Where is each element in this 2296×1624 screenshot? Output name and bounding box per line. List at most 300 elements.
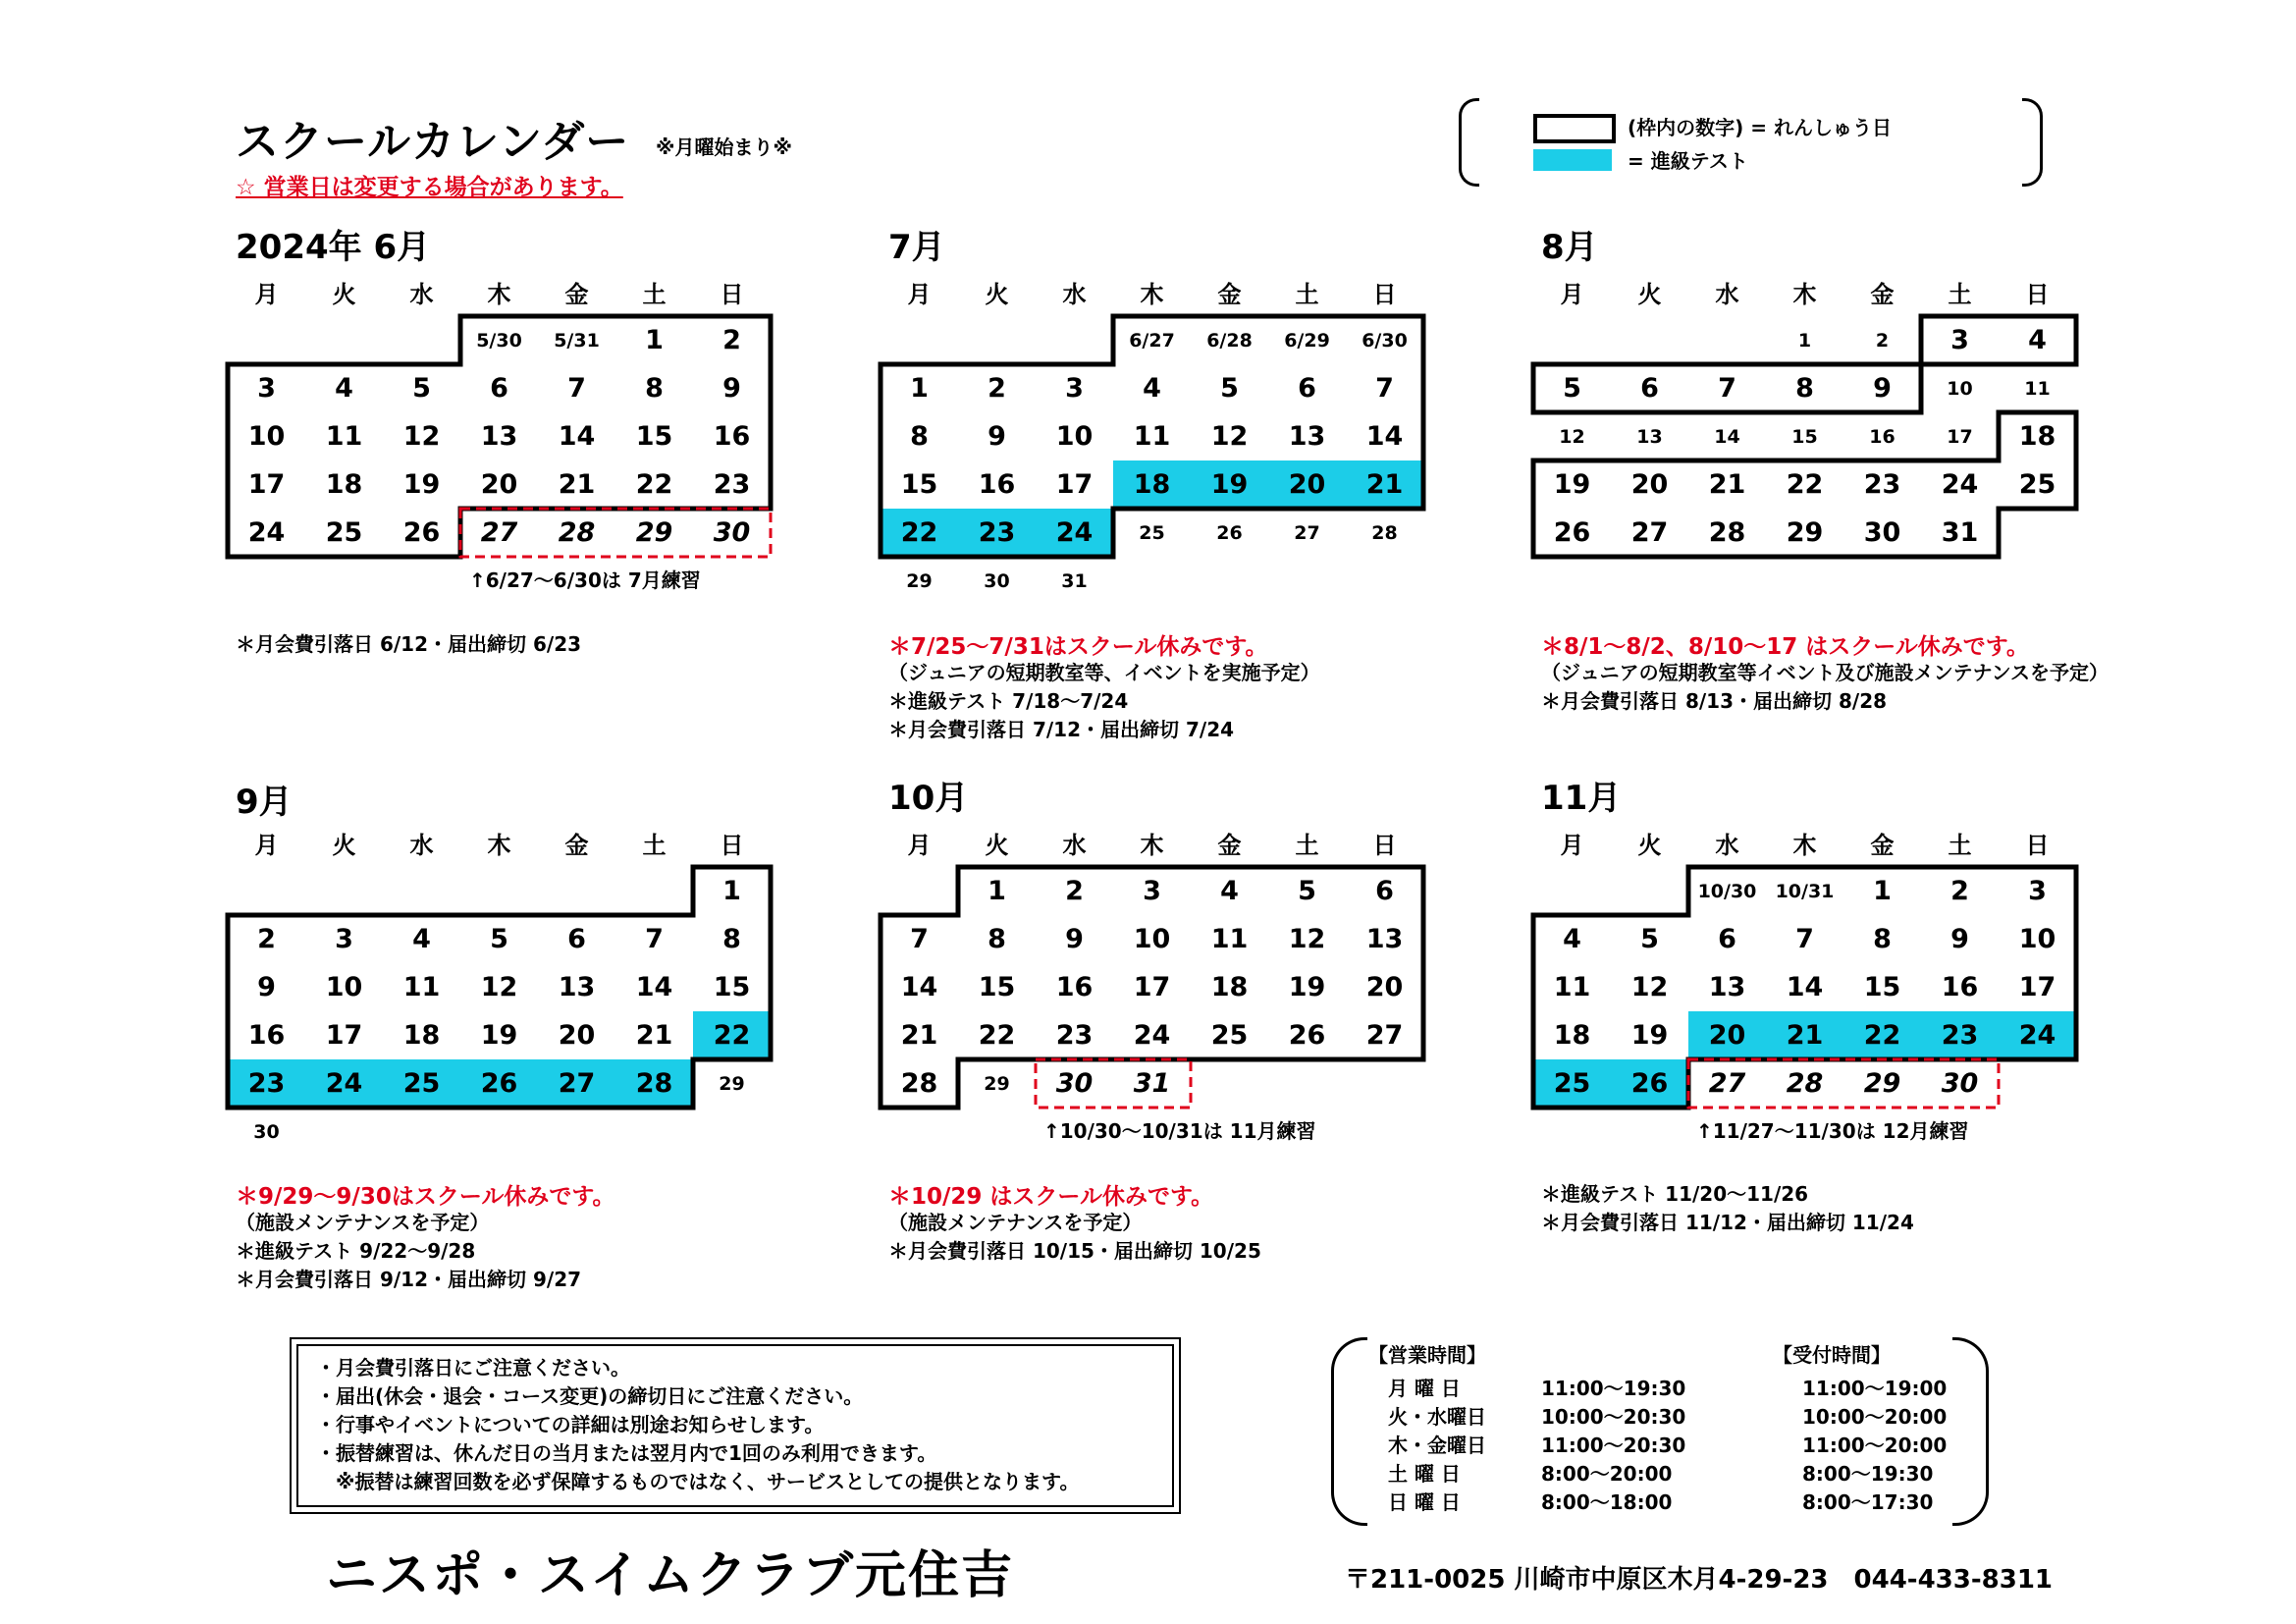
day-cell: 22 (1843, 1011, 1921, 1059)
day-cell: 19 (402, 469, 441, 500)
day-cell: 18 (325, 469, 363, 500)
day-cell: 5 (1298, 876, 1316, 906)
day-cell: 24 (1999, 1011, 2076, 1059)
legend-bracket-left (1459, 98, 1479, 187)
day-cell: 20 (1365, 972, 1404, 1002)
day-cell: 4 (1220, 876, 1239, 906)
day-cell: 23 (1921, 1011, 1999, 1059)
month-title: 9月 (236, 783, 293, 822)
hours-day: 月 曜 日 (1388, 1377, 1461, 1400)
day-cell: 1 (645, 325, 664, 355)
day-cell: 8 (910, 421, 929, 452)
day-cell: 21 (1346, 460, 1423, 509)
weekday-label: 火 (985, 832, 1009, 859)
day-cell: 18 (1210, 972, 1249, 1002)
day-cell: 13 (1365, 924, 1404, 954)
weekday-label: 月 (254, 832, 279, 859)
reception-hours: 8:00〜17:30 (1802, 1490, 1934, 1514)
day-cell: 21 (635, 1020, 673, 1051)
day-cell: 18 (402, 1020, 441, 1051)
day-cell: 3 (1950, 325, 1969, 355)
day-cell: 25 (325, 517, 363, 548)
day-cell: 25 (2018, 469, 2056, 500)
weekday-label: 月 (907, 832, 932, 859)
day-cell: 13 (558, 972, 596, 1002)
weekday-label: 金 (564, 832, 589, 859)
day-cell: 15 (635, 421, 673, 452)
business-hours-header: 【営業時間】 (1368, 1343, 1486, 1367)
day-cell: 17 (1133, 972, 1171, 1002)
day-cell: 2 (988, 373, 1006, 404)
day-cell: 12 (402, 421, 441, 452)
day-cell: 26 (1611, 1059, 1688, 1108)
day-cell: 5/31 (554, 329, 600, 352)
day-cell: 2 (257, 924, 276, 954)
weekday-label: 水 (1062, 832, 1087, 859)
day-cell: 28 (615, 1059, 693, 1108)
day-cell: 2 (1065, 876, 1084, 906)
day-cell: 14 (635, 972, 673, 1002)
weekday-label: 土 (642, 832, 667, 859)
day-cell: 5 (490, 924, 508, 954)
day-cell: 22 (635, 469, 673, 500)
month-note: （ジュニアの短期教室等イベント及び施設メンテナンスを予定） (1541, 661, 2109, 684)
day-cell: 10/31 (1775, 880, 1835, 902)
business-hours: 11:00〜19:30 (1541, 1377, 1686, 1400)
day-cell: 4 (412, 924, 431, 954)
club-address: 〒211-0025 川崎市中原区木月4-29-23 044-433-8311 (1345, 1565, 2054, 1595)
weekday-label: 金 (1870, 832, 1895, 859)
day-cell: 3 (335, 924, 353, 954)
day-cell: 29 (984, 1072, 1010, 1095)
day-cell: 29 (719, 1072, 745, 1095)
day-cell: 1 (1797, 329, 1812, 352)
day-cell: 22 (881, 509, 958, 557)
day-cell: 6/28 (1206, 329, 1253, 352)
business-hours: 11:00〜20:30 (1541, 1434, 1686, 1457)
day-cell: 2 (722, 325, 741, 355)
reception-hours-header: 【受付時間】 (1773, 1343, 1891, 1367)
day-cell: 27 (1630, 517, 1669, 548)
weekday-label: 水 (409, 281, 434, 308)
info-line: ・月会費引落日にご注意ください。 (316, 1356, 630, 1380)
info-line: ・届出(休会・退会・コース変更)の締切日にご注意ください。 (316, 1384, 864, 1408)
day-cell: 18 (2018, 421, 2056, 452)
info-box (290, 1337, 1181, 1514)
day-cell: 24 (1133, 1020, 1171, 1051)
day-cell: 28 (1371, 521, 1398, 544)
practice-days-frame (228, 316, 771, 557)
day-cell: 6 (1375, 876, 1394, 906)
day-cell: 8 (1795, 373, 1814, 404)
day-cell: 3 (257, 373, 276, 404)
day-cell: 31 (1061, 569, 1088, 592)
day-cell: 1 (988, 876, 1006, 906)
month-note: ＊進級テスト 9/22〜9/28 (236, 1239, 476, 1263)
month-note: ＊月会費引落日 9/12・届出締切 9/27 (236, 1268, 582, 1291)
day-cell: 29 (1863, 1068, 1901, 1099)
day-cell: 10 (247, 421, 286, 452)
weekday-label: 火 (1637, 281, 1662, 308)
day-cell: 6 (1298, 373, 1316, 404)
calendar-title: スクールカレンダー (236, 117, 630, 167)
day-cell: 3 (1065, 373, 1084, 404)
weekday-label: 土 (1948, 832, 1972, 859)
weekday-label: 土 (1295, 832, 1319, 859)
practice-days-frame (1921, 316, 2076, 364)
day-cell: 26 (460, 1059, 538, 1108)
day-cell: 29 (906, 569, 933, 592)
day-cell: 23 (1863, 469, 1901, 500)
day-cell: 19 (480, 1020, 518, 1051)
weekday-label: 土 (1295, 281, 1319, 308)
practice-frame (881, 220, 1423, 605)
day-cell: 9 (722, 373, 741, 404)
day-cell: 12 (1559, 425, 1585, 448)
day-cell: 26 (1216, 521, 1243, 544)
info-box-inner (296, 1344, 1174, 1507)
day-cell: 30 (1863, 517, 1901, 548)
month-note: ＊進級テスト 7/18〜7/24 (888, 689, 1129, 713)
day-cell: 20 (480, 469, 518, 500)
weekday-label: 月 (254, 281, 279, 308)
day-cell: 7 (1795, 924, 1814, 954)
day-cell: 19 (1630, 1020, 1669, 1051)
day-cell: 17 (1055, 469, 1094, 500)
info-line: ・振替練習は、休んだ日の当月または翌月内で1回のみ利用できます。 (316, 1441, 937, 1465)
business-hours: 8:00〜18:00 (1541, 1490, 1673, 1514)
hours-panel (1331, 1337, 1989, 1524)
month-note: ＊月会費引落日 7/12・届出締切 7/24 (888, 718, 1235, 741)
practice-days-frame (1533, 364, 1921, 412)
weekday-label: 月 (1560, 832, 1584, 859)
legend-test-swatch (1533, 149, 1612, 171)
weekday-label: 木 (1792, 832, 1817, 859)
practice-days-frame (881, 867, 1423, 1108)
day-cell: 17 (1947, 425, 1973, 448)
day-cell: 12 (1630, 972, 1669, 1002)
month-note: ＊月会費引落日 10/15・届出締切 10/25 (888, 1239, 1261, 1263)
day-cell: 7 (645, 924, 664, 954)
day-cell: 25 (1533, 1059, 1611, 1108)
day-cell: 7 (1375, 373, 1394, 404)
day-cell: 7 (910, 924, 929, 954)
day-cell: 24 (1941, 469, 1979, 500)
day-cell: 14 (1365, 421, 1404, 452)
weekday-label: 月 (1560, 281, 1584, 308)
day-cell: 6 (1718, 924, 1736, 954)
practice-frame (228, 771, 771, 1156)
practice-days-frame (228, 867, 771, 1108)
day-cell: 23 (958, 509, 1036, 557)
day-cell: 3 (1143, 876, 1161, 906)
day-cell: 20 (1268, 460, 1346, 509)
day-cell: 16 (1869, 425, 1896, 448)
day-cell: 14 (1786, 972, 1824, 1002)
day-cell: 22 (1786, 469, 1824, 500)
day-cell: 26 (1553, 517, 1591, 548)
day-cell: 24 (1036, 509, 1113, 557)
day-cell: 6/29 (1284, 329, 1330, 352)
month-title: 10月 (888, 779, 969, 818)
month-title: 7月 (888, 228, 945, 267)
day-cell: 30 (1941, 1068, 1979, 1099)
day-cell: 12 (1288, 924, 1326, 954)
legend-test-label: = 進級テスト (1628, 149, 1748, 173)
hours-bracket-left (1331, 1337, 1367, 1526)
practice-frame (1533, 771, 2076, 1156)
day-cell: 11 (325, 421, 363, 452)
next-month-practice-frame (1688, 1059, 1999, 1108)
legend-bracket-right (2022, 98, 2043, 187)
hours-day: 日 曜 日 (1388, 1490, 1461, 1514)
day-cell: 22 (693, 1011, 771, 1059)
day-cell: 6 (490, 373, 508, 404)
business-hours: 10:00〜20:30 (1541, 1405, 1686, 1429)
reception-hours: 11:00〜19:00 (1802, 1377, 1948, 1400)
day-cell: 5 (1563, 373, 1581, 404)
day-cell: 8 (1873, 924, 1892, 954)
day-cell: 13 (1636, 425, 1663, 448)
weekday-label: 金 (1870, 281, 1895, 308)
business-days-warning: ☆ 営業日は変更する場合があります。 (236, 175, 623, 200)
day-cell: 13 (480, 421, 518, 452)
weekday-label: 日 (2025, 281, 2050, 308)
day-cell: 26 (402, 517, 441, 548)
day-cell: 15 (900, 469, 938, 500)
day-cell: 2 (1950, 876, 1969, 906)
day-cell: 15 (713, 972, 751, 1002)
info-line: ・行事やイベントについての詳細は別途お知らせします。 (316, 1413, 825, 1436)
hours-day: 木・金曜日 (1388, 1434, 1486, 1457)
weekday-label: 火 (332, 832, 356, 859)
month-note: ＊月会費引落日 8/13・届出締切 8/28 (1541, 689, 1888, 713)
day-cell: 23 (1055, 1020, 1094, 1051)
day-cell: 27 (538, 1059, 615, 1108)
month-title: 8月 (1541, 228, 1598, 267)
day-cell: 23 (228, 1059, 305, 1108)
day-cell: 27 (1365, 1020, 1404, 1051)
day-cell: 26 (1288, 1020, 1326, 1051)
day-cell: 17 (247, 469, 286, 500)
day-cell: 13 (1288, 421, 1326, 452)
next-month-practice-note: ↑6/27〜6/30は 7月練習 (469, 568, 701, 592)
day-cell: 4 (1143, 373, 1161, 404)
practice-days-frame (1533, 412, 2076, 557)
business-hours: 8:00〜20:00 (1541, 1462, 1673, 1486)
day-cell: 27 (1708, 1068, 1746, 1099)
day-cell: 9 (257, 972, 276, 1002)
month-note: （施設メンテナンスを予定） (236, 1211, 490, 1234)
day-cell: 8 (722, 924, 741, 954)
day-cell: 7 (567, 373, 586, 404)
weekday-label: 日 (720, 832, 744, 859)
day-cell: 6 (567, 924, 586, 954)
hours-bracket-right (1952, 1337, 1989, 1526)
day-cell: 20 (1630, 469, 1669, 500)
weekday-label: 火 (985, 281, 1009, 308)
day-cell: 6/27 (1129, 329, 1175, 352)
day-cell: 6 (1640, 373, 1659, 404)
day-cell: 18 (1553, 1020, 1591, 1051)
day-cell: 27 (480, 517, 518, 548)
day-cell: 22 (978, 1020, 1016, 1051)
hours-day: 火・水曜日 (1388, 1405, 1486, 1429)
day-cell: 4 (2028, 325, 2047, 355)
day-cell: 9 (1873, 373, 1892, 404)
day-cell: 31 (1941, 517, 1979, 548)
calendar-title-note: ※月曜始まり※ (656, 135, 792, 159)
weekday-label: 水 (1062, 281, 1087, 308)
day-cell: 11 (1210, 924, 1249, 954)
closure-note: ＊8/1〜8/2、8/10〜17 はスクール休みです。 (1541, 634, 2029, 660)
day-cell: 10/30 (1697, 880, 1757, 902)
day-cell: 19 (1288, 972, 1326, 1002)
day-cell: 24 (305, 1059, 383, 1108)
day-cell: 15 (978, 972, 1016, 1002)
next-month-practice-frame (460, 509, 771, 557)
weekday-label: 日 (720, 281, 744, 308)
day-cell: 12 (1210, 421, 1249, 452)
month-note: （施設メンテナンスを予定） (888, 1211, 1143, 1234)
closure-note: ＊7/25〜7/31はスクール休みです。 (888, 634, 1268, 660)
weekday-label: 金 (1217, 281, 1242, 308)
day-cell: 14 (558, 421, 596, 452)
month-note: （ジュニアの短期教室等、イベントを実施予定） (888, 661, 1320, 684)
legend-practice-label: (枠内の数字) = れんしゅう日 (1628, 116, 1892, 139)
closure-note: ＊10/29 はスクール休みです。 (888, 1184, 1214, 1210)
day-cell: 16 (978, 469, 1016, 500)
weekday-label: 火 (1637, 832, 1662, 859)
legend (1459, 98, 2043, 185)
weekday-label: 木 (1792, 281, 1817, 308)
practice-days-frame (881, 316, 1423, 557)
weekday-label: 月 (907, 281, 932, 308)
day-cell: 19 (1191, 460, 1268, 509)
month-title: 11月 (1541, 779, 1622, 818)
day-cell: 9 (988, 421, 1006, 452)
day-cell: 10 (1947, 377, 1973, 400)
month-title: 2024年 6月 (236, 228, 431, 267)
month-note: ＊月会費引落日 6/12・届出締切 6/23 (236, 632, 582, 656)
day-cell: 18 (1113, 460, 1191, 509)
day-cell: 17 (2018, 972, 2056, 1002)
weekday-label: 水 (1715, 281, 1739, 308)
next-month-practice-note: ↑10/30〜10/31は 11月練習 (1043, 1119, 1316, 1143)
day-cell: 23 (713, 469, 751, 500)
day-cell: 2 (1875, 329, 1890, 352)
day-cell: 11 (402, 972, 441, 1002)
day-cell: 19 (1553, 469, 1591, 500)
day-cell: 11 (1133, 421, 1171, 452)
practice-frame (1533, 220, 2076, 605)
weekday-label: 水 (1715, 832, 1739, 859)
day-cell: 30 (1055, 1068, 1094, 1099)
practice-days-frame (1533, 867, 2076, 1108)
day-cell: 27 (1294, 521, 1320, 544)
day-cell: 9 (1065, 924, 1084, 954)
day-cell: 11 (2024, 377, 2051, 400)
month-note: ＊進級テスト 11/20〜11/26 (1541, 1182, 1809, 1206)
day-cell: 1 (910, 373, 929, 404)
weekday-label: 木 (1140, 832, 1164, 859)
weekday-label: 金 (1217, 832, 1242, 859)
day-cell: 8 (988, 924, 1006, 954)
weekday-label: 火 (332, 281, 356, 308)
day-cell: 1 (722, 876, 741, 906)
next-month-practice-frame (1036, 1059, 1191, 1108)
day-cell: 16 (1055, 972, 1094, 1002)
weekday-label: 土 (1948, 281, 1972, 308)
info-line: ※振替は練習回数を必ず保障するものではなく、サービスとしての提供となります。 (316, 1470, 1080, 1493)
day-cell: 10 (1055, 421, 1094, 452)
weekday-label: 日 (2025, 832, 2050, 859)
day-cell: 15 (1863, 972, 1901, 1002)
weekday-label: 日 (1372, 832, 1397, 859)
weekday-label: 金 (564, 281, 589, 308)
next-month-practice-note: ↑11/27〜11/30は 12月練習 (1696, 1119, 1969, 1143)
day-cell: 5/30 (476, 329, 522, 352)
day-cell: 21 (900, 1020, 938, 1051)
day-cell: 21 (1708, 469, 1746, 500)
day-cell: 5 (412, 373, 431, 404)
day-cell: 6/30 (1362, 329, 1408, 352)
weekday-label: 土 (642, 281, 667, 308)
day-cell: 15 (1791, 425, 1818, 448)
month-note: ＊月会費引落日 11/12・届出締切 11/24 (1541, 1211, 1914, 1234)
day-cell: 4 (335, 373, 353, 404)
weekday-label: 水 (409, 832, 434, 859)
day-cell: 25 (383, 1059, 460, 1108)
weekday-label: 木 (487, 832, 511, 859)
day-cell: 17 (325, 1020, 363, 1051)
day-cell: 14 (1714, 425, 1740, 448)
day-cell: 21 (558, 469, 596, 500)
club-name: ニスポ・スイムクラブ元住吉 (326, 1546, 1014, 1605)
day-cell: 3 (2028, 876, 2047, 906)
day-cell: 30 (713, 517, 751, 548)
day-cell: 20 (558, 1020, 596, 1051)
day-cell: 16 (247, 1020, 286, 1051)
reception-hours: 10:00〜20:00 (1802, 1405, 1948, 1429)
day-cell: 28 (1786, 1068, 1824, 1099)
day-cell: 5 (1640, 924, 1659, 954)
day-cell: 10 (325, 972, 363, 1002)
closure-note: ＊9/29〜9/30はスクール休みです。 (236, 1184, 615, 1210)
day-cell: 4 (1563, 924, 1581, 954)
day-cell: 29 (635, 517, 673, 548)
day-cell: 10 (2018, 924, 2056, 954)
day-cell: 28 (900, 1068, 938, 1099)
day-cell: 24 (247, 517, 286, 548)
weekday-label: 木 (1140, 281, 1164, 308)
day-cell: 28 (1708, 517, 1746, 548)
day-cell: 1 (1873, 876, 1892, 906)
day-cell: 11 (1553, 972, 1591, 1002)
weekday-label: 日 (1372, 281, 1397, 308)
day-cell: 14 (900, 972, 938, 1002)
day-cell: 28 (558, 517, 596, 548)
day-cell: 25 (1139, 521, 1165, 544)
reception-hours: 11:00〜20:00 (1802, 1434, 1948, 1457)
day-cell: 25 (1210, 1020, 1249, 1051)
day-cell: 30 (253, 1120, 280, 1143)
day-cell: 21 (1766, 1011, 1843, 1059)
day-cell: 8 (645, 373, 664, 404)
reception-hours: 8:00〜19:30 (1802, 1462, 1934, 1486)
day-cell: 7 (1718, 373, 1736, 404)
day-cell: 13 (1708, 972, 1746, 1002)
